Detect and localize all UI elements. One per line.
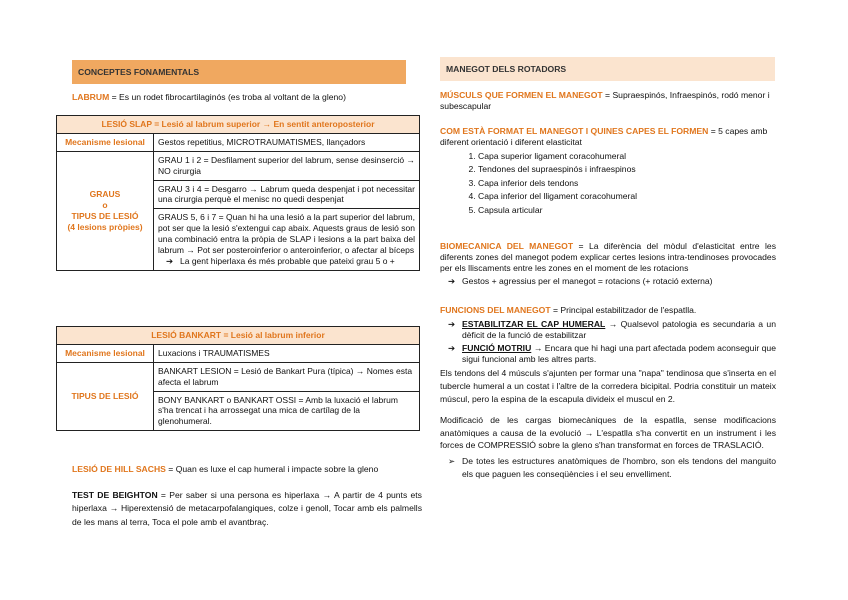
bankart-table	[56, 326, 420, 431]
beighton-term: TEST DE BEIGHTON	[72, 490, 158, 500]
function-stabilize-text: → Qualsevol patologia es secundaria a un dèficit de la funció de estabilitzar	[462, 319, 776, 340]
biomech-text: = La diferència del mòdul d'elasticitat entre les diferents zones del manegot podem explicar certes lesions intra-tendinoses provocades per els lliscaments entre les zones en el moment de les rotacions	[440, 241, 776, 273]
labrum-text: = Es un rodet fibrocartilaginós (es troba al voltant de la gleno)	[109, 92, 346, 102]
functions-term: FUNCIONS DEL MANEGOT	[440, 305, 551, 315]
slap-grade-3-4: GRAU 3 i 4 = Desgarro → Labrum queda despenjat i pot necessitar una cirurgia perquè el menisc no quedi despenjat	[154, 180, 420, 209]
slap-grade-1-2: GRAU 1 i 2 = Desfilament superior del labrum, sense desinserció → NO cirurgia	[154, 151, 420, 180]
tendons-paragraph: Els tendons del 4 músculs s'ajunten per formar una "napa" tendinosa que s'inserta en el tubercle humeral a un costat i l'altre de la corredera bicipital. Podria constituir un mateix múscul, pero la espina de la escapula divideix el muscul en 2.	[440, 368, 776, 404]
grades-label-2: o	[102, 199, 108, 210]
bankart-mech-text: Luxacions i TRAUMATISMES	[154, 344, 420, 362]
slap-grade-5-7-text: GRAUS 5, 6 i 7 = Quan hi ha una lesió a la part superior del labrum, pot ser que la lesió s'extengui cap abaix. Aquests graus de lesió son una combinació entra la pròpia de SLAP i lesions a la part baixa del labrum → Pot ser posteroinferior o anteroinferior, o afectar al bíceps	[158, 212, 415, 255]
slap-table	[56, 115, 420, 271]
formed-definition	[440, 126, 776, 218]
beighton-definition	[72, 489, 422, 529]
loads-paragraph: Modificació de les cargas biomecàniques de la espatlla, sense modificacions anatòmiques a causa de la evolució → L'espatlla s'ha convertit en un instrument i les forces de COMPRESSIÓ sobre la gleno s'han transformat en forces de TRASLACIÓ.	[440, 414, 776, 451]
biomech-term: BIOMECANICA DEL MANEGOT	[440, 241, 574, 251]
slap-grade-note: ➔ La gent hiperlaxa és més probable que pateixi grau 5 o +	[158, 256, 415, 267]
slap-mech-label: Mecanisme lesional	[57, 133, 154, 151]
slap-grade-5-7	[154, 209, 420, 270]
grades-label-4: (4 lesions pròpies)	[67, 221, 143, 232]
labrum-definition	[72, 92, 422, 103]
beighton-text: = Per saber si una persona es hiperlaxa → A partir de 4 punts ets hiperlaxa → Hiperextensió de metacarpofalangiques, colze i genoll, Tocar amb els palmells de les mans al terra, Toca el pole amb el avantbraç.	[72, 490, 422, 527]
loads-note: ➢ De totes les estructures anatòmiques de l'hombro, son els tendons del manguito els que paguen les conseqüències i el seu envelliment.	[440, 455, 776, 481]
labrum-term: LABRUM	[72, 92, 110, 102]
formed-text: = 5 capes amb diferent orientació i diferent elasticitat	[440, 126, 768, 147]
formed-term: COM ESTÀ FORMAT EL MANEGOT I QUINES CAPES EL FORMEN	[440, 126, 709, 136]
muscles-definition	[440, 90, 776, 112]
layer-item: 3. Capa inferior dels tendons	[478, 178, 776, 189]
muscles-term: MÚSCULS QUE FORMEN EL MANEGOT	[440, 90, 603, 100]
hill-sachs-definition	[72, 464, 422, 475]
bankart-title: LESIÓ BANKART = Lesió al labrum inferior	[57, 327, 420, 345]
grades-label-3: TIPUS DE LESIÓ	[71, 210, 139, 221]
layer-item: 1. Capa superior ligament coracohumeral	[478, 151, 776, 162]
slap-title: LESIÓ SLAP = Lesió al labrum superior → En sentit anteroposterior	[57, 116, 420, 134]
bankart-type-1: BANKART LESION = Lesió de Bankart Pura (típica) → Nomes esta afecta el labrum	[154, 362, 420, 391]
layer-item: 2. Tendones del supraespinós i infraespinos	[478, 164, 776, 175]
function-stabilize-term: ESTABILITZAR EL CAP HUMERAL	[462, 319, 606, 329]
layers-list	[440, 151, 776, 216]
grades-label-1: GRAUS	[89, 188, 121, 199]
functions-text: = Principal estabilitzador de l'espatlla.	[550, 305, 697, 315]
section-header-conceptes: CONCEPTES FONAMENTALS	[72, 60, 406, 84]
function-motor	[440, 343, 776, 365]
function-motor-term: FUNCIÓ MOTRIU	[462, 343, 532, 353]
hill-sachs-text: = Quan es luxe el cap humeral i impacte sobre la gleno	[165, 464, 379, 474]
muscles-text: = Supraespinós, Infraespinós, rodó menor i subescapular	[440, 90, 770, 111]
section-header-manegot: MANEGOT DELS ROTADORS	[440, 57, 775, 81]
bankart-mech-label: Mecanisme lesional	[57, 344, 154, 362]
slap-grades-label	[57, 151, 154, 270]
function-stabilize	[440, 319, 776, 341]
bankart-type-2: BONY BANKART o BANKART OSSI = Amb la luxació el labrum s'ha trencat i ha arrossegat una mica de cartílag de la glenohumeral.	[154, 391, 420, 431]
biomech-definition	[440, 241, 776, 287]
slap-mech-text: Gestos repetitius, MICROTRAUMATISMES, llançadors	[154, 133, 420, 151]
function-motor-text: → Encara que hi hagi una part afectada podem aconseguir que sigui funcional amb les altres parts.	[462, 343, 776, 364]
functions-section	[440, 305, 776, 481]
layer-item: 4. Capa inferior del lligament coracohumeral	[478, 191, 776, 202]
hill-sachs-term: LESIÓ DE HILL SACHS	[72, 464, 166, 474]
biomech-note: ➔ Gestos + agressius per el manegot = rotacions (+ rotació externa)	[440, 276, 776, 287]
bankart-types-label: TIPUS DE LESIÓ	[57, 362, 154, 430]
layer-item: 5. Capsula articular	[478, 205, 776, 216]
